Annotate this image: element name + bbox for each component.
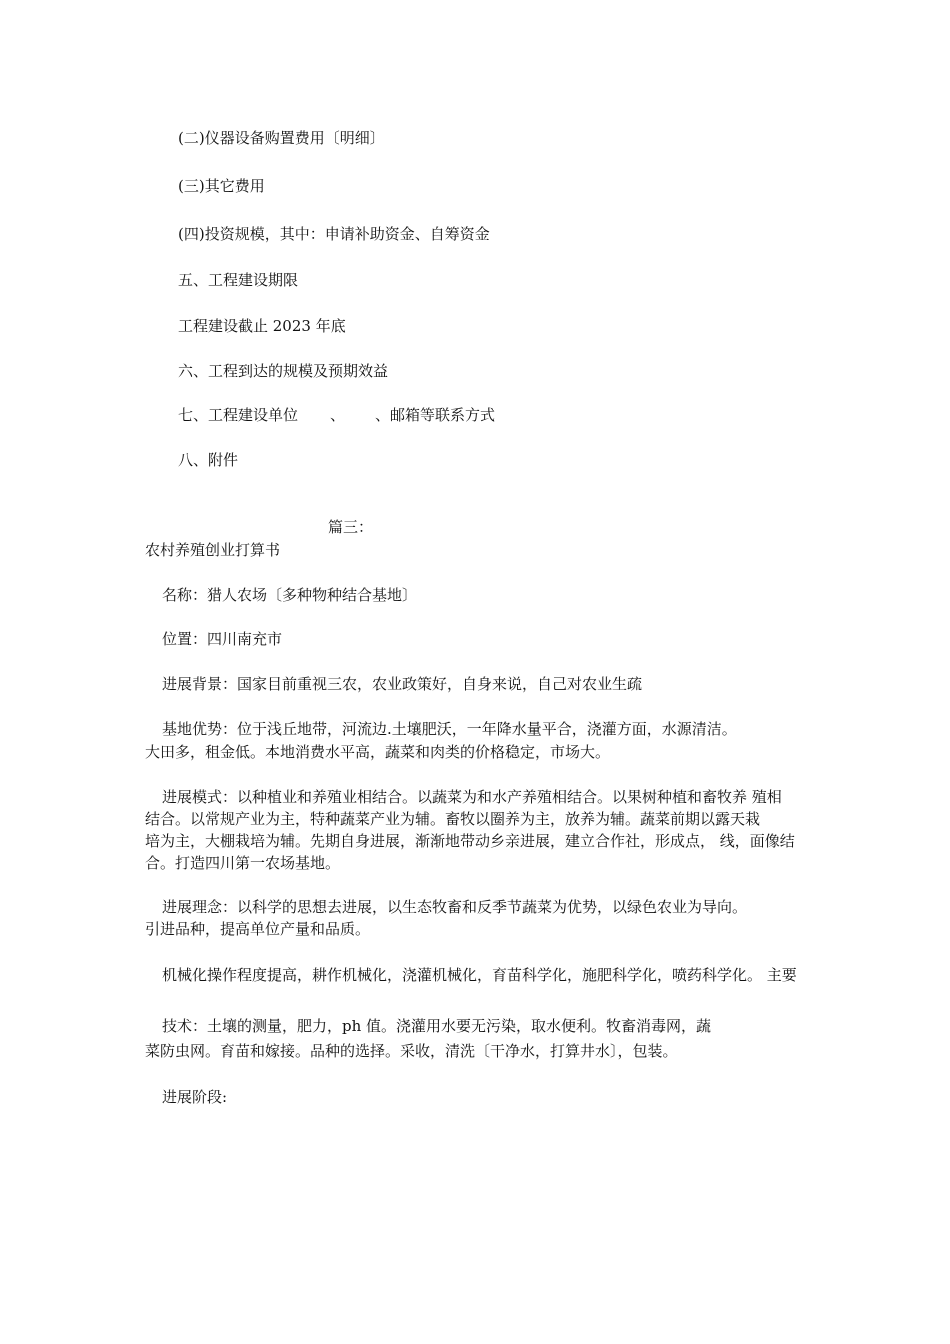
development-concept-line-1: 进展理念：以科学的思想去进展，以生态牧畜和反季节蔬菜为优势，以绿色农业为导向。	[162, 898, 748, 916]
construction-unit-label: 七、工程建设单位	[178, 406, 299, 424]
technology-line-2: 菜防虫网。育苗和嫁接。品种的选择。采收，清洗〔干净水，打算井水〕，包装。	[145, 1042, 678, 1060]
construction-unit-contact: 、邮箱等联系方式	[375, 406, 496, 424]
section-title: 农村养殖创业打算书	[145, 541, 281, 559]
technology-line-1: 技术：土壤的测量，肥力，ph 值。浇灌用水要无污染，取水便利。牧畜消毒网，蔬	[162, 1017, 712, 1035]
mechanization-line: 机械化操作程度提高，耕作机械化，浇灌机械化，育苗科学化，施肥科学化，喷药科学化。 主要	[162, 966, 797, 984]
item-deadline: 工程建设截止 2023 年底	[178, 317, 346, 335]
farm-location: 位置：四川南充市	[162, 630, 283, 648]
item-attachments: 八、附件	[178, 451, 239, 469]
item-construction-period: 五、工程建设期限	[178, 271, 299, 289]
item-construction-unit	[178, 405, 495, 425]
item-investment-scale: (四)投资规模，其中：申请补助资金、自筹资金	[178, 225, 490, 243]
base-advantage-line-1: 基地优势：位于浅丘地带，河流边.土壤肥沃，一年降水量平合，浇灌方面，水源清洁。	[162, 720, 737, 738]
item-scale-benefits: 六、工程到达的规模及预期效益	[178, 362, 389, 380]
item-other-cost: (三)其它费用	[178, 177, 265, 195]
development-mode-line-2: 结合。以常规产业为主，特种蔬菜产业为辅。畜牧以圈养为主，放养为辅。蔬菜前期以露天栽	[145, 810, 761, 828]
development-concept-line-2: 引进品种，提高单位产量和品质。	[145, 920, 371, 938]
development-mode-line-3: 培为主，大棚栽培为辅。先期自身进展，渐渐地带动乡亲进展，建立合作社，形成点， 线，面像结	[145, 832, 795, 850]
farm-name: 名称：猎人农场〔多种物种结合基地〕	[162, 586, 418, 604]
development-mode-line-1: 进展模式：以种植业和养殖业相结合。以蔬菜为和水产养殖相结合。以果树种植和畜牧养 殖相	[162, 788, 782, 806]
item-equipment-cost: (二)仪器设备购置费用〔明细〕	[178, 129, 385, 147]
development-background: 进展背景：国家目前重视三农，农业政策好，自身来说，自己对农业生疏	[162, 675, 643, 693]
construction-unit-sep: 、	[330, 406, 346, 424]
section-heading: 篇三：	[328, 518, 374, 536]
base-advantage-line-2: 大田多，租金低。本地消费水平高，蔬菜和肉类的价格稳定，市场大。	[145, 743, 611, 761]
development-stages: 进展阶段:	[162, 1088, 228, 1106]
development-mode-line-4: 合。打造四川第一农场基地。	[145, 854, 341, 872]
